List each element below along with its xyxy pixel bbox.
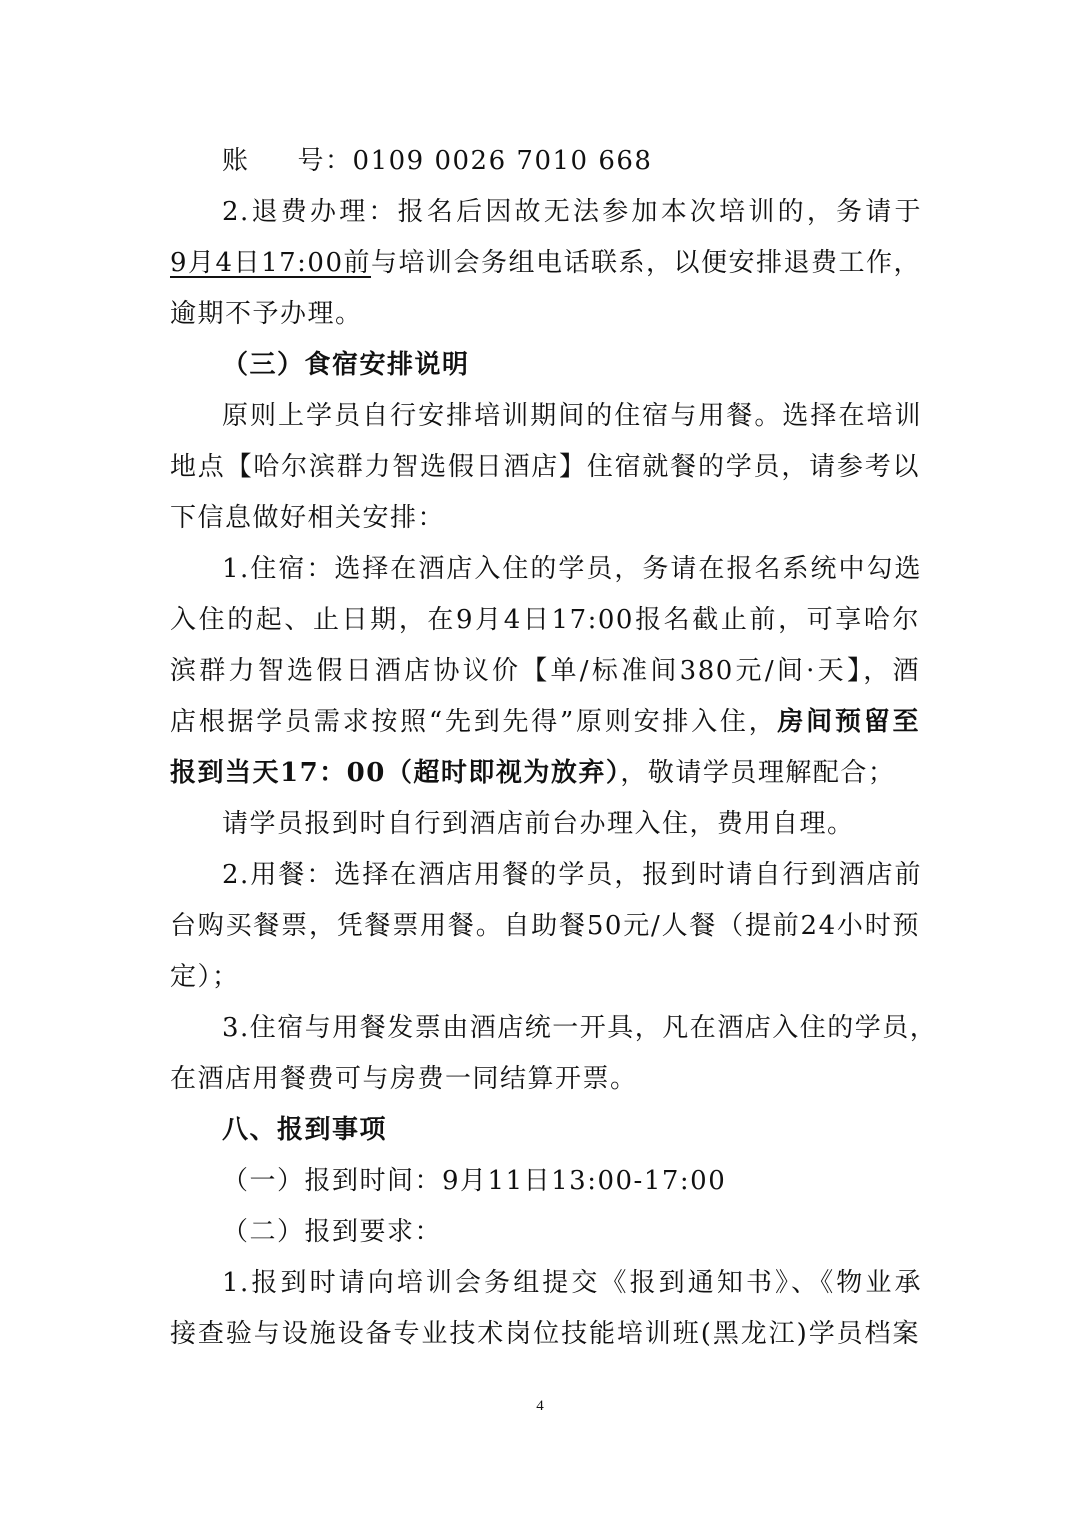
account-number: 0109 0026 7010 668 (352, 146, 653, 176)
section-3-para-line-3: 下信息做好相关安排： (170, 503, 446, 533)
invoice-line-1: 3.住宿与用餐发票由酒店统一开具，凡在酒店入住的学员， (222, 1013, 938, 1043)
meals-line-1: 2.用餐：选择在酒店用餐的学员，报到时请自行到酒店前 (222, 860, 922, 890)
refund-deadline: 9月4日17:00前 (170, 248, 372, 278)
refund-line-1: 2.退费办理：报名后因故无法参加本次培训的，务请于 (222, 197, 922, 227)
refund-line-3: 逾期不予办理。 (170, 299, 363, 329)
lodging-reservation-note: 房间预留至 (777, 707, 920, 737)
lodging-line-5-normal: ，敬请学员理解配合； (620, 758, 896, 788)
registration-time: （一）报到时间：9月11日13:00-17:00 (222, 1166, 727, 1196)
meals-line-2: 台购买餐票，凭餐票用餐。自助餐50元/人餐（提前24小时预 (170, 911, 920, 941)
section-3-para-line-2: 地点【哈尔滨群力智选假日酒店】住宿就餐的学员，请参考以 (170, 452, 920, 482)
invoice-line-2: 在酒店用餐费可与房费一同结算开票。 (170, 1064, 638, 1094)
lodging-line-2: 入住的起、止日期，在9月4日17:00报名截止前，可享哈尔 (170, 605, 920, 635)
lodging-line-4 (170, 702, 920, 742)
lodging-line-5 (170, 753, 920, 793)
requirements-line-1: 1.报到时请向培训会务组提交《报到通知书》、《物业承 (222, 1268, 922, 1298)
meals-line-3: 定）； (170, 962, 240, 992)
section-3-para-line-1: 原则上学员自行安排培训期间的住宿与用餐。选择在培训 (222, 401, 922, 431)
page-number: 4 (536, 1398, 544, 1414)
refund-line-2 (170, 243, 920, 283)
registration-requirements-heading: （二）报到要求： (222, 1217, 443, 1247)
lodging-reservation-deadline: 报到当天17：00（超时即视为放弃） (170, 758, 621, 788)
lodging-line-1: 1.住宿：选择在酒店入住的学员，务请在报名系统中勾选 (222, 554, 922, 584)
refund-line-2-rest: 与培训会务组电话联系，以便安排退费工作， (371, 248, 922, 278)
lodging-line-3: 滨群力智选假日酒店协议价【单/标准间380元/间·天】，酒 (170, 656, 920, 686)
requirements-line-2: 接查验与设施设备专业技术岗位技能培训班(黑龙江)学员档案 (170, 1319, 920, 1349)
lodging-line-6: 请学员报到时自行到酒店前台办理入住，费用自理。 (222, 809, 855, 839)
section-8-heading: 八、报到事项 (222, 1115, 388, 1145)
account-line (222, 141, 922, 181)
section-3-heading: （三）食宿安排说明 (222, 350, 470, 380)
account-label-b: 号： (297, 146, 353, 176)
lodging-line-4-normal: 店根据学员需求按照“先到先得”原则安排入住， (170, 707, 778, 737)
account-label-a: 账 (222, 146, 250, 176)
